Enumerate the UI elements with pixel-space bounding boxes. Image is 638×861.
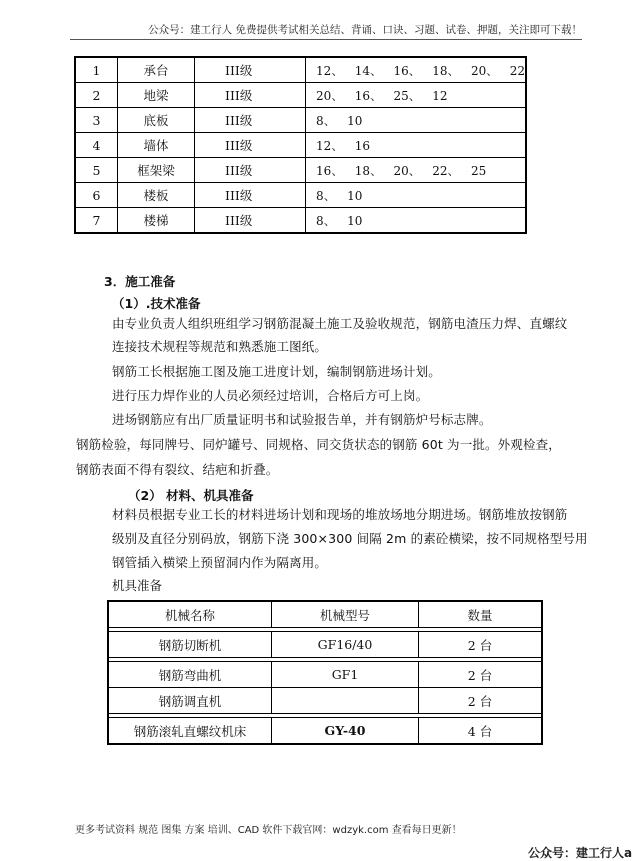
row-number: 5 — [75, 158, 117, 183]
table-header-row — [108, 601, 542, 628]
paragraph: 钢筋检验，每同牌号、同炉罐号、同规格、同交货状态的钢筋 60t 为一批。外观检查， — [76, 437, 561, 452]
subsection-title-tech: （1）.技术准备 — [112, 296, 201, 311]
diameter-value: 16 — [393, 63, 409, 78]
table-row — [75, 108, 526, 133]
header-cell: 机械型号 — [272, 601, 419, 628]
page-footer: 更多考试资料 规范 图集 方案 培训、CAD 软件下载官网：wdzyk.com 查看每日更新！ — [75, 825, 462, 836]
bar-diameters — [306, 57, 526, 83]
paragraph: 进场钢筋应有出厂质量证明书和试验报告单，并有钢筋炉号标志牌。 — [112, 412, 492, 427]
diameter-value: 8 — [316, 213, 324, 228]
diameter-value: 25 — [470, 163, 487, 178]
bar-diameters — [306, 83, 526, 108]
steel-grade: III级 — [195, 108, 306, 133]
diameter-value: 12 — [316, 63, 332, 78]
machine-table — [107, 600, 543, 745]
structure-part: 楼梯 — [117, 208, 194, 234]
table-row — [108, 688, 542, 714]
machine-qty: 2 台 — [419, 632, 543, 658]
diameter-value: 20 — [470, 63, 487, 78]
diameter-value: 20 — [316, 88, 332, 103]
structure-part: 底板 — [117, 108, 194, 133]
watermark: 公众号：建工行人a — [528, 846, 633, 860]
separator: 、 — [370, 63, 394, 78]
bar-diameters — [306, 183, 526, 208]
diameter-value: 14 — [354, 63, 371, 78]
separator: 、 — [486, 63, 510, 78]
machine-model: GF16/40 — [272, 632, 419, 658]
machine-qty: 2 台 — [419, 662, 543, 688]
separator: 、 — [370, 163, 394, 178]
machine-caption: 机具准备 — [112, 578, 163, 593]
structure-part: 楼板 — [117, 183, 194, 208]
structure-part: 墙体 — [117, 133, 194, 158]
separator: 、 — [331, 138, 355, 153]
structure-part: 框架梁 — [117, 158, 194, 183]
row-number: 1 — [75, 57, 117, 83]
table-row — [75, 83, 526, 108]
paragraph: 进行压力焊作业的人员必须经过培训，合格后方可上岗。 — [112, 388, 429, 403]
section-title: 3．施工准备 — [104, 274, 176, 289]
machine-name: 钢筋调直机 — [108, 688, 272, 714]
table-row — [108, 718, 542, 745]
diameter-value: 18 — [354, 163, 371, 178]
bar-diameters — [306, 108, 526, 133]
paragraph: 级别及直径分别码放，钢筋下浇 300×300 间隔 2m 的素砼横梁，按不同规格型号用 — [112, 531, 588, 546]
steel-grade: III级 — [195, 133, 306, 158]
rebar-table — [74, 56, 527, 234]
paragraph: 连接技术规程等规范和熟悉施工图纸。 — [112, 339, 328, 354]
table-row — [108, 662, 542, 688]
steel-grade: III级 — [195, 208, 306, 234]
machine-model: GF1 — [272, 662, 419, 688]
row-number: 4 — [75, 133, 117, 158]
machine-name: 钢筋滚轧直螺纹机床 — [108, 718, 272, 745]
table-row — [75, 158, 526, 183]
paragraph: 材料员根据专业工长的材料进场计划和现场的堆放场地分期进场。钢筋堆放按钢筋 — [112, 507, 568, 522]
diameter-value: 10 — [347, 213, 363, 228]
steel-grade: III级 — [195, 183, 306, 208]
diameter-value: 16 — [354, 88, 371, 103]
paragraph: 钢筋工长根据施工图及施工进度计划，编制钢筋进场计划。 — [112, 364, 441, 379]
separator: 、 — [331, 163, 355, 178]
diameter-value: 20 — [393, 163, 409, 178]
machine-qty: 2 台 — [419, 688, 543, 714]
row-number: 7 — [75, 208, 117, 234]
diameter-value: 16 — [354, 138, 371, 153]
diameter-value: 8 — [316, 113, 324, 128]
structure-part: 承台 — [117, 57, 194, 83]
row-number: 6 — [75, 183, 117, 208]
diameter-value: 12 — [432, 88, 448, 103]
row-number: 2 — [75, 83, 117, 108]
diameter-value: 10 — [347, 113, 363, 128]
paragraph: 钢管插入横梁上预留洞内作为隔离用。 — [112, 555, 328, 570]
header-cell: 数量 — [419, 601, 543, 628]
bar-diameters — [306, 208, 526, 234]
separator: 、 — [331, 63, 355, 78]
diameter-value: 12 — [316, 138, 332, 153]
table-row — [75, 183, 526, 208]
diameter-value: 10 — [347, 188, 363, 203]
diameter-value: 18 — [432, 63, 448, 78]
paragraph: 由专业负责人组织班组学习钢筋混凝土施工及验收规范，钢筋电渣压力焊、直螺纹 — [112, 316, 568, 331]
separator: 、 — [447, 63, 471, 78]
separator: 、 — [323, 213, 348, 228]
header-divider — [70, 39, 582, 40]
diameter-value: 8 — [316, 188, 324, 203]
separator: 、 — [408, 88, 433, 103]
machine-qty: 4 台 — [419, 718, 543, 745]
table-row — [75, 133, 526, 158]
machine-model — [272, 688, 419, 714]
separator: 、 — [408, 63, 433, 78]
separator: 、 — [323, 188, 348, 203]
separator: 、 — [447, 163, 471, 178]
diameter-value: 22 — [432, 163, 448, 178]
diameter-value: 16 — [316, 163, 332, 178]
subsection-title-material: （2） 材料、机具准备 — [128, 488, 254, 503]
separator: 、 — [323, 113, 348, 128]
machine-name: 钢筋切断机 — [108, 632, 272, 658]
machine-name: 钢筋弯曲机 — [108, 662, 272, 688]
paragraph: 钢筋表面不得有裂纹、结疤和折叠。 — [76, 462, 279, 477]
bar-diameters — [306, 133, 526, 158]
row-number: 3 — [75, 108, 117, 133]
separator: 、 — [370, 88, 394, 103]
table-row — [75, 57, 526, 83]
steel-grade: III级 — [195, 83, 306, 108]
separator: 、 — [408, 163, 433, 178]
structure-part: 地梁 — [117, 83, 194, 108]
table-row — [75, 208, 526, 234]
table-row — [108, 632, 542, 658]
bar-diameters — [306, 158, 526, 183]
steel-grade: III级 — [195, 158, 306, 183]
header-cell: 机械名称 — [108, 601, 272, 628]
diameter-value: 22 — [509, 63, 525, 78]
steel-grade: III级 — [195, 57, 306, 83]
separator: 、 — [331, 88, 355, 103]
machine-model: GY-40 — [272, 718, 419, 745]
page-header: 公众号：建工行人 免费提供考试相关总结、背诵、口诀、习题、试卷、押题，关注即可下载！ — [148, 24, 582, 36]
diameter-value: 25 — [393, 88, 409, 103]
